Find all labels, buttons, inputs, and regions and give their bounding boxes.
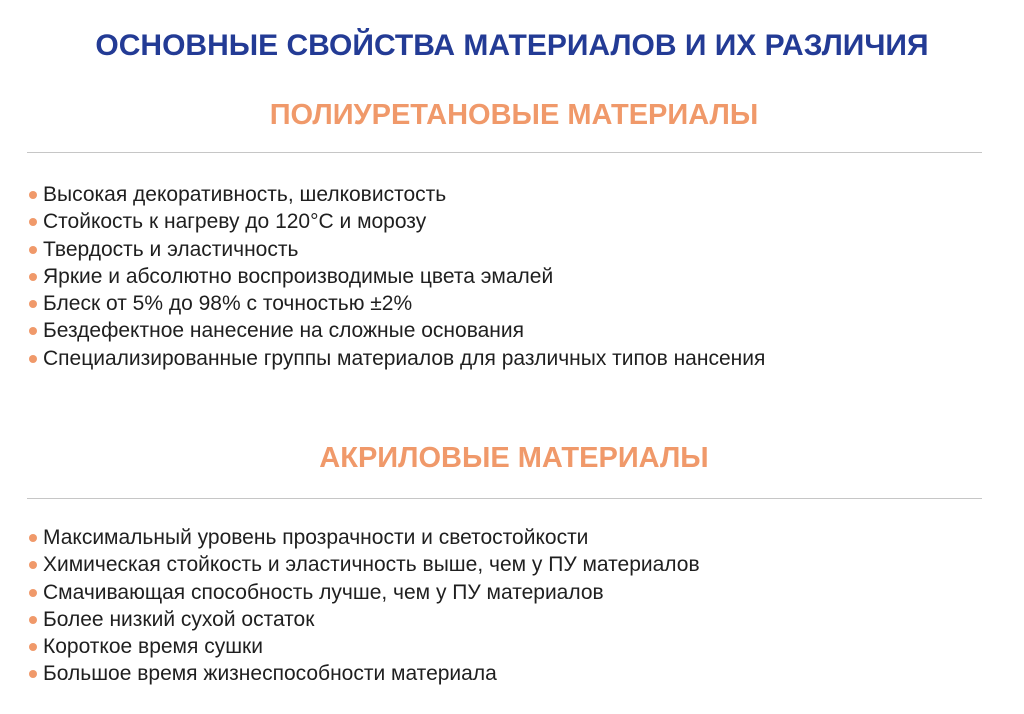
bullet-icon xyxy=(29,273,37,281)
list-item xyxy=(29,208,765,235)
list-item xyxy=(29,317,765,344)
list-item-text: Химическая стойкость и эластичность выше, чем у ПУ материалов xyxy=(43,553,700,577)
section-divider xyxy=(27,498,982,499)
list-item xyxy=(29,606,700,633)
list-item-text: Блеск от 5% до 98% с точностью ±2% xyxy=(43,292,413,316)
bullet-icon xyxy=(29,355,37,363)
list-item xyxy=(29,345,765,372)
bullet-icon xyxy=(29,191,37,199)
bullet-icon xyxy=(29,218,37,226)
list-item-text: Специализированные группы материалов для различных типов нансения xyxy=(43,346,766,370)
bullet-icon xyxy=(29,300,37,308)
bullet-icon xyxy=(29,643,37,651)
list-item-text: Смачивающая способность лучше, чем у ПУ материалов xyxy=(43,580,604,604)
list-item-text: Максимальный уровень прозрачности и светостойкости xyxy=(43,526,589,549)
bullet-icon xyxy=(29,589,37,597)
list-item xyxy=(29,633,700,660)
list-item-text: Более низкий сухой остаток xyxy=(43,607,315,631)
section-title-acrylic: АКРИЛОВЫЕ МАТЕРИАЛЫ xyxy=(319,442,709,474)
list-item xyxy=(29,524,700,551)
list-item xyxy=(29,236,765,263)
acrylic-feature-list xyxy=(29,524,700,688)
list-item-text: Короткое время сушки xyxy=(43,635,263,659)
list-item-text: Твердость и эластичность xyxy=(43,237,299,261)
bullet-icon xyxy=(29,246,37,254)
list-item xyxy=(29,660,700,687)
list-item-text: Большое время жизнеспособности материала xyxy=(43,662,497,686)
list-item xyxy=(29,181,765,208)
list-item-text: Стойкость к нагреву до 120°С и морозу xyxy=(43,210,427,234)
list-item-text: Высокая декоративность, шелковистость xyxy=(43,183,447,206)
list-item-text: Яркие и абсолютно воспроизводимые цвета эмалей xyxy=(43,264,554,288)
list-item xyxy=(29,551,700,578)
bullet-icon xyxy=(29,534,37,542)
section-title-polyurethane: ПОЛИУРЕТАНОВЫЕ МАТЕРИАЛЫ xyxy=(269,99,759,131)
list-item xyxy=(29,263,765,290)
list-item xyxy=(29,290,765,317)
polyurethane-feature-list xyxy=(29,181,765,372)
bullet-icon xyxy=(29,561,37,569)
bullet-icon xyxy=(29,670,37,678)
list-item-text: Бездефектное нанесение на сложные основания xyxy=(43,319,525,343)
list-item xyxy=(29,579,700,606)
section-divider xyxy=(27,152,982,153)
page-title: ОСНОВНЫЕ СВОЙСТВА МАТЕРИАЛОВ И ИХ РАЗЛИЧИЯ xyxy=(95,29,929,62)
bullet-icon xyxy=(29,327,37,335)
bullet-icon xyxy=(29,616,37,624)
